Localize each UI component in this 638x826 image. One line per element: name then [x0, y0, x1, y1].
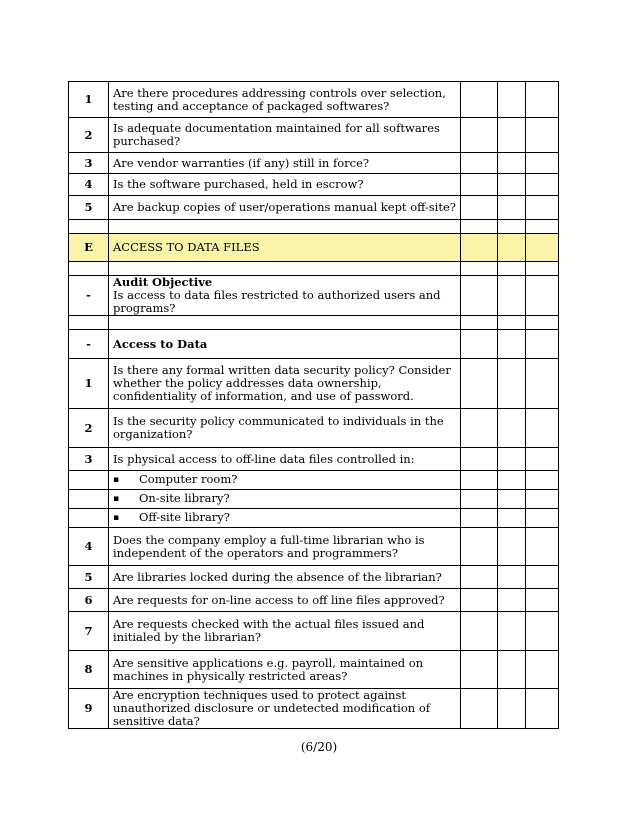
table-row — [69, 174, 559, 196]
check-cell-no[interactable] — [498, 316, 526, 330]
table-row — [69, 566, 559, 589]
table-row — [69, 589, 559, 612]
row-number: 2 — [69, 409, 109, 448]
check-cell-yes[interactable] — [461, 276, 498, 316]
table-row-spacer — [69, 220, 559, 234]
question-text: Does the company employ a full-time librarian who is independent of the operators and programmers? — [109, 528, 461, 566]
row-number: 7 — [69, 612, 109, 651]
check-cell-yes[interactable] — [461, 509, 498, 528]
check-cell-no[interactable] — [498, 276, 526, 316]
check-cell-no[interactable] — [498, 196, 526, 220]
bullet-item — [109, 509, 461, 528]
row-number: 1 — [69, 359, 109, 409]
section-letter: E — [69, 234, 109, 262]
check-cell-na[interactable] — [526, 276, 559, 316]
check-cell-yes[interactable] — [461, 262, 498, 276]
check-cell-yes[interactable] — [461, 82, 498, 118]
question-text — [109, 220, 461, 234]
question-text: Are requests for on-line access to off line files approved? — [109, 589, 461, 612]
check-cell-yes[interactable] — [461, 689, 498, 729]
bullet-icon: ▪ — [113, 493, 120, 504]
row-number — [69, 316, 109, 330]
check-cell-no[interactable] — [498, 589, 526, 612]
section-header-row — [69, 234, 559, 262]
row-number: 9 — [69, 689, 109, 729]
row-number: 8 — [69, 651, 109, 689]
question-text: Are requests checked with the actual files issued and initialed by the librarian? — [109, 612, 461, 651]
page-number: (6/20) — [300, 740, 338, 754]
check-cell-yes[interactable] — [461, 651, 498, 689]
audit-objective-cell — [109, 276, 461, 316]
table-row — [69, 118, 559, 153]
audit-objective-heading: Audit Objective — [113, 275, 213, 289]
check-cell-yes[interactable] — [461, 490, 498, 509]
row-number: 1 — [69, 82, 109, 118]
check-cell-no[interactable] — [498, 359, 526, 409]
check-cell-yes[interactable] — [461, 330, 498, 359]
check-cell-na[interactable] — [526, 689, 559, 729]
check-cell-no[interactable] — [498, 330, 526, 359]
check-cell-na[interactable] — [526, 220, 559, 234]
check-cell-yes[interactable] — [461, 448, 498, 471]
table-row — [69, 153, 559, 174]
question-text: Are encryption techniques used to protect against unauthorized disclosure or undetected modification of sensitive data? — [109, 689, 461, 729]
check-cell-na[interactable] — [526, 589, 559, 612]
question-text: Is physical access to off-line data files controlled in: — [109, 448, 461, 471]
check-cell-na[interactable] — [526, 651, 559, 689]
row-number — [69, 490, 109, 509]
check-cell-yes[interactable] — [461, 359, 498, 409]
check-cell-no[interactable] — [498, 612, 526, 651]
row-number — [69, 509, 109, 528]
question-text: Are sensitive applications e.g. payroll, maintained on machines in physically restricted areas? — [109, 651, 461, 689]
check-cell-na[interactable] — [526, 359, 559, 409]
check-cell-na[interactable] — [526, 262, 559, 276]
row-number — [69, 220, 109, 234]
question-text: Is the security policy communicated to individuals in the organization? — [109, 409, 461, 448]
check-cell-no[interactable] — [498, 220, 526, 234]
table-row — [69, 82, 559, 118]
bullet-row — [69, 490, 559, 509]
question-text: Is there any formal written data security policy? Consider whether the policy addresses data ownership, confidentiality of information, and use of password. — [109, 359, 461, 409]
table-row — [69, 448, 559, 471]
check-cell-na[interactable] — [526, 196, 559, 220]
table-row — [69, 196, 559, 220]
table-row-spacer — [69, 316, 559, 330]
check-cell-no — [498, 234, 526, 262]
check-cell-na[interactable] — [526, 612, 559, 651]
check-cell-no[interactable] — [498, 566, 526, 589]
row-number — [69, 471, 109, 490]
check-cell-no[interactable] — [498, 409, 526, 448]
check-cell-yes[interactable] — [461, 153, 498, 174]
check-cell-yes[interactable] — [461, 612, 498, 651]
check-cell-no[interactable] — [498, 448, 526, 471]
check-cell-na[interactable] — [526, 316, 559, 330]
question-text: Is the software purchased, held in escrow? — [109, 174, 461, 196]
check-cell-na[interactable] — [526, 528, 559, 566]
row-number: 4 — [69, 174, 109, 196]
check-cell-yes[interactable] — [461, 528, 498, 566]
check-cell-na[interactable] — [526, 490, 559, 509]
row-number: 2 — [69, 118, 109, 153]
check-cell-na[interactable] — [526, 409, 559, 448]
check-cell-yes[interactable] — [461, 220, 498, 234]
table-row — [69, 528, 559, 566]
check-cell-na[interactable] — [526, 471, 559, 490]
subsection-row — [69, 330, 559, 359]
table-row — [69, 651, 559, 689]
row-number: - — [69, 330, 109, 359]
section-title: ACCESS TO DATA FILES — [109, 234, 461, 262]
table-row-spacer — [69, 262, 559, 276]
bullet-item — [109, 471, 461, 490]
check-cell-yes[interactable] — [461, 471, 498, 490]
check-cell-yes[interactable] — [461, 118, 498, 153]
bullet-row — [69, 471, 559, 490]
bullet-icon: ▪ — [113, 474, 120, 485]
check-cell-yes — [461, 234, 498, 262]
question-text: Is adequate documentation maintained for all softwares purchased? — [109, 118, 461, 153]
check-cell-yes[interactable] — [461, 196, 498, 220]
question-text: Are vendor warranties (if any) still in force? — [109, 153, 461, 174]
table-row — [69, 409, 559, 448]
bullet-icon: ▪ — [113, 512, 120, 523]
check-cell-no[interactable] — [498, 651, 526, 689]
check-cell-na[interactable] — [526, 330, 559, 359]
check-cell-yes[interactable] — [461, 566, 498, 589]
table-row — [69, 612, 559, 651]
check-cell-no[interactable] — [498, 528, 526, 566]
bullet-text: Computer room? — [139, 472, 238, 487]
check-cell-no[interactable] — [498, 471, 526, 490]
check-cell-na[interactable] — [526, 509, 559, 528]
check-cell-na[interactable] — [526, 448, 559, 471]
question-text: Are libraries locked during the absence of the librarian? — [109, 566, 461, 589]
question-text: Are there procedures addressing controls over selection, testing and acceptance of packaged softwares? — [109, 82, 461, 118]
bullet-item — [109, 490, 461, 509]
row-number: - — [69, 276, 109, 316]
audit-objective-text: Is access to data files restricted to authorized users and programs? — [113, 288, 441, 315]
row-number: 4 — [69, 528, 109, 566]
check-cell-no[interactable] — [498, 174, 526, 196]
subsection-title: Access to Data — [109, 330, 461, 359]
check-cell-no[interactable] — [498, 118, 526, 153]
audit-checklist-table — [68, 81, 559, 729]
check-cell-no[interactable] — [498, 153, 526, 174]
table-row — [69, 689, 559, 729]
bullet-text: Off-site library? — [139, 510, 230, 525]
check-cell-yes[interactable] — [461, 409, 498, 448]
table-row — [69, 359, 559, 409]
row-number: 5 — [69, 196, 109, 220]
row-number: 5 — [69, 566, 109, 589]
row-number: 3 — [69, 153, 109, 174]
check-cell-yes[interactable] — [461, 589, 498, 612]
question-text — [109, 316, 461, 330]
bullet-row — [69, 509, 559, 528]
check-cell-yes[interactable] — [461, 174, 498, 196]
check-cell-na[interactable] — [526, 118, 559, 153]
check-cell-no[interactable] — [498, 262, 526, 276]
audit-objective-row — [69, 276, 559, 316]
row-number: 3 — [69, 448, 109, 471]
check-cell-no[interactable] — [498, 490, 526, 509]
row-number — [69, 262, 109, 276]
check-cell-no[interactable] — [498, 82, 526, 118]
bullet-text: On-site library? — [139, 491, 230, 506]
check-cell-no[interactable] — [498, 509, 526, 528]
row-number: 6 — [69, 589, 109, 612]
check-cell-na[interactable] — [526, 174, 559, 196]
check-cell-na — [526, 234, 559, 262]
question-text: Are backup copies of user/operations manual kept off-site? — [109, 196, 461, 220]
check-cell-yes[interactable] — [461, 316, 498, 330]
check-cell-no[interactable] — [498, 689, 526, 729]
check-cell-na[interactable] — [526, 153, 559, 174]
check-cell-na[interactable] — [526, 566, 559, 589]
check-cell-na[interactable] — [526, 82, 559, 118]
question-text — [109, 262, 461, 276]
